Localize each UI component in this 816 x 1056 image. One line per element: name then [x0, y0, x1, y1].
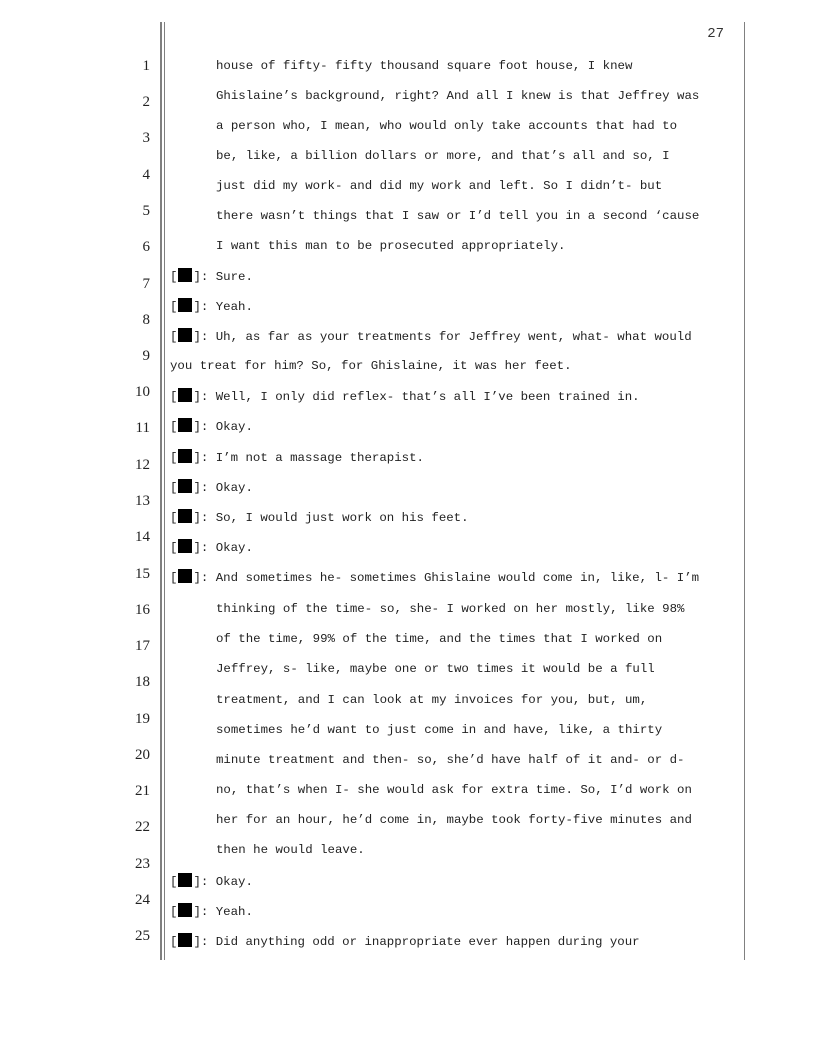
line-text: just did my work- and did my work and left. So I didn’t- but: [216, 179, 663, 193]
transcript-line: [170, 388, 640, 405]
bracket-close: ]:: [193, 420, 209, 434]
transcript-line: [170, 539, 253, 556]
transcript-line: [216, 148, 670, 164]
transcript-line: [170, 418, 253, 435]
bracket-close: ]:: [193, 330, 209, 344]
line-number: 5: [142, 203, 150, 219]
left-margin-rule-inner: [164, 22, 165, 960]
line-number: 23: [135, 856, 150, 872]
line-text: then he would leave.: [216, 843, 365, 857]
bracket-open: [: [170, 390, 178, 404]
bracket-close: ]:: [193, 481, 209, 495]
left-margin-rule-outer: [160, 22, 162, 960]
line-number: 16: [135, 602, 150, 618]
line-text: I want this man to be prosecuted appropriately.: [216, 239, 566, 253]
redacted-speaker-name: [178, 873, 192, 887]
right-margin-rule: [744, 22, 745, 960]
line-text: Jeffrey, s- like, maybe one or two times it would be a full: [216, 662, 655, 676]
transcript-line: [170, 569, 699, 586]
line-text: Uh, as far as your treatments for Jeffrey went, what- what would: [208, 330, 692, 344]
line-text: of the time, 99% of the time, and the times that I worked on: [216, 632, 663, 646]
bracket-open: [: [170, 875, 178, 889]
transcript-line: [216, 238, 565, 254]
bracket-close: ]:: [193, 905, 209, 919]
line-number: 12: [135, 457, 150, 473]
bracket-open: [: [170, 451, 178, 465]
line-number: 15: [135, 566, 150, 582]
transcript-line: [216, 661, 655, 677]
line-text: Yeah.: [208, 300, 253, 314]
bracket-close: ]:: [193, 875, 209, 889]
line-text: Okay.: [208, 541, 253, 555]
line-text: thinking of the time- so, she- I worked on her mostly, like 98%: [216, 602, 685, 616]
transcript-line: [170, 873, 253, 890]
line-text: sometimes he’d want to just come in and have, like, a thirty: [216, 723, 663, 737]
transcript-line: [216, 782, 692, 798]
line-number: 11: [135, 420, 150, 436]
line-text: Well, I only did reflex- that’s all I’ve been trained in.: [208, 390, 640, 404]
line-number: 4: [142, 167, 150, 183]
transcript-line: [216, 118, 677, 134]
line-text: Sure.: [208, 270, 253, 284]
line-text: minute treatment and then- so, she’d have half of it and- or d-: [216, 753, 685, 767]
transcript-line: [170, 479, 253, 496]
transcript-line: [216, 812, 692, 828]
bracket-open: [: [170, 541, 178, 555]
redacted-speaker-name: [178, 449, 192, 463]
bracket-open: [: [170, 300, 178, 314]
redacted-speaker-name: [178, 298, 192, 312]
line-number: 25: [135, 928, 150, 944]
line-text: there wasn’t things that I saw or I’d tell you in a second ‘cause: [216, 209, 700, 223]
transcript-line: [170, 298, 253, 315]
line-number: 18: [135, 674, 150, 690]
line-number: 20: [135, 747, 150, 763]
page-number: 27: [707, 26, 724, 42]
line-text: be, like, a billion dollars or more, and that’s all and so, I: [216, 149, 670, 163]
bracket-open: [: [170, 270, 178, 284]
transcript-line: [170, 509, 469, 526]
bracket-open: [: [170, 935, 178, 949]
transcript-line: [216, 601, 684, 617]
line-number: 21: [135, 783, 150, 799]
bracket-close: ]:: [193, 541, 209, 555]
bracket-open: [: [170, 905, 178, 919]
transcript-line: [170, 933, 640, 950]
line-number: 17: [135, 638, 150, 654]
line-text: So, I would just work on his feet.: [208, 511, 469, 525]
line-text: Yeah.: [208, 905, 253, 919]
line-text: her for an hour, he’d come in, maybe took forty-five minutes and: [216, 813, 692, 827]
bracket-close: ]:: [193, 451, 209, 465]
line-text: And sometimes he- sometimes Ghislaine would come in, like, l- I’m: [208, 571, 700, 585]
line-number: 22: [135, 819, 150, 835]
line-number: 24: [135, 892, 150, 908]
line-number: 14: [135, 529, 150, 545]
bracket-open: [: [170, 571, 178, 585]
transcript-line: [216, 722, 662, 738]
transcript-line: [216, 842, 365, 858]
bracket-close: ]:: [193, 270, 209, 284]
line-text: Ghislaine’s background, right? And all I knew is that Jeffrey was: [216, 89, 700, 103]
redacted-speaker-name: [178, 268, 192, 282]
line-text: Okay.: [208, 481, 253, 495]
line-text: Okay.: [208, 420, 253, 434]
bracket-open: [: [170, 420, 178, 434]
bracket-open: [: [170, 481, 178, 495]
line-text: Did anything odd or inappropriate ever happen during your: [208, 935, 640, 949]
transcript-line: [216, 88, 699, 104]
transcript-line: [170, 903, 253, 920]
line-number: 10: [135, 384, 150, 400]
line-number: 2: [142, 94, 150, 110]
line-text: treatment, and I can look at my invoices for you, but, um,: [216, 693, 648, 707]
transcript-line: [216, 208, 699, 224]
redacted-speaker-name: [178, 903, 192, 917]
transcript-line: [170, 328, 692, 345]
redacted-speaker-name: [178, 479, 192, 493]
line-text: I’m not a massage therapist.: [208, 451, 424, 465]
bracket-close: ]:: [193, 571, 209, 585]
transcript-line: [216, 58, 632, 74]
bracket-close: ]:: [193, 390, 209, 404]
transcript-line: [170, 358, 572, 374]
bracket-close: ]:: [193, 300, 209, 314]
redacted-speaker-name: [178, 933, 192, 947]
bracket-open: [: [170, 330, 178, 344]
transcript-line: [216, 631, 662, 647]
line-text: house of fifty- fifty thousand square foot house, I knew: [216, 59, 633, 73]
redacted-speaker-name: [178, 569, 192, 583]
redacted-speaker-name: [178, 418, 192, 432]
transcript-line: [216, 692, 647, 708]
line-number: 1: [142, 58, 150, 74]
line-number: 6: [142, 239, 150, 255]
bracket-close: ]:: [193, 935, 209, 949]
bracket-open: [: [170, 511, 178, 525]
transcript-line: [170, 268, 253, 285]
redacted-speaker-name: [178, 509, 192, 523]
line-number: 9: [142, 348, 150, 364]
line-number: 7: [142, 276, 150, 292]
transcript-line: [216, 178, 662, 194]
redacted-speaker-name: [178, 328, 192, 342]
redacted-speaker-name: [178, 388, 192, 402]
line-text: you treat for him? So, for Ghislaine, it was her feet.: [170, 359, 572, 373]
transcript-line: [216, 752, 684, 768]
line-number: 13: [135, 493, 150, 509]
line-number: 19: [135, 711, 150, 727]
line-number: 3: [142, 130, 150, 146]
line-text: a person who, I mean, who would only take accounts that had to: [216, 119, 678, 133]
redacted-speaker-name: [178, 539, 192, 553]
line-number: 8: [142, 312, 150, 328]
bracket-close: ]:: [193, 511, 209, 525]
line-text: Okay.: [208, 875, 253, 889]
line-text: no, that’s when I- she would ask for extra time. So, I’d work on: [216, 783, 692, 797]
transcript-line: [170, 449, 424, 466]
